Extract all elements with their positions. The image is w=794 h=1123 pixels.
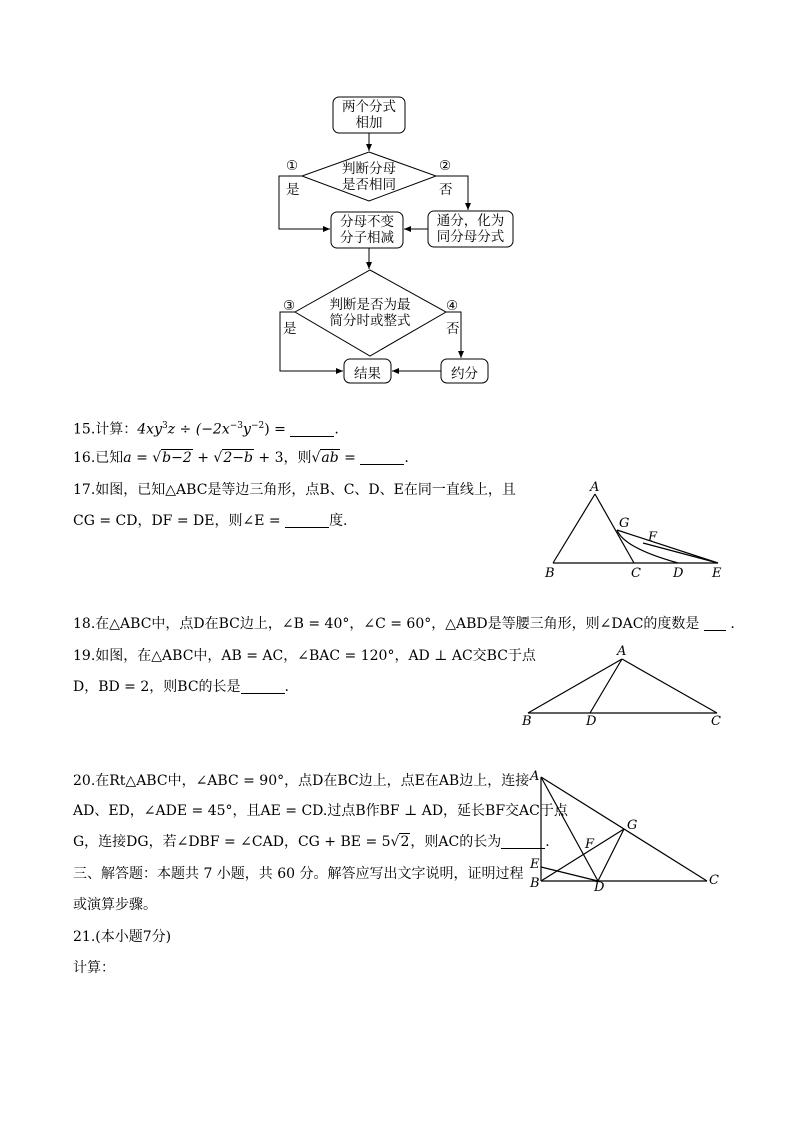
mark-1: ① [286,158,299,174]
decision-1-text: 判断分母 是否相同 [342,161,396,193]
q17-label-e: E [712,566,722,581]
question-20-line-1: 20.在Rt△ABC中，∠ABC = 90°，点D在BC边上，点E在AB边上，连接 [73,773,530,789]
subtract-box-text: 分母不变 分子相减 [340,214,394,246]
no-label-1: 否 [439,182,453,198]
q20-label-d: D [594,880,605,895]
reduce-box-text: 约分 [451,366,478,382]
q20-label-g: G [627,818,638,833]
flowchart [0,0,794,400]
question-20-line-3: G，连接DG，若∠DBF = ∠CAD，CG + BE = 5√2，则AC的长为 . [73,834,550,850]
q17-label-g: G [619,516,630,531]
start-box-text: 两个分式 相加 [342,99,396,131]
mark-3: ③ [283,298,296,314]
q17-label-f: F [648,530,658,545]
decision-2-text: 判断是否为最 简分时或整式 [329,297,411,329]
q19-label-c: C [711,714,721,729]
mark-4: ④ [446,298,459,314]
q20-label-a: A [530,769,540,784]
q17-label-b: B [545,566,555,581]
q19-label-b: B [522,714,532,729]
section-3-line-1: 三、解答题：本题共 7 小题，共 60 分。解答应写出文字说明，证明过程 [73,866,524,882]
q17-label-a: A [590,480,600,495]
q20-label-e: E [530,857,540,872]
answer-blank [241,679,285,694]
question-21-sub: 计算： [73,960,115,976]
question-19-line-1: 19.如图，在△ABC中，AB = AC，∠BAC = 120°，AD ⊥ AC交BC于点 [73,648,536,664]
answer-blank [285,513,329,528]
answer-blank [290,422,334,437]
answer-blank [704,616,726,631]
question-16: 16.已知a = √b−2 + √2−b + 3，则√ab = . [73,450,409,466]
q20-label-b: B [530,876,540,891]
question-20-line-2: AD、ED，∠ADE = 45°，且AE = CD.过点B作BF ⊥ AD，延长BF交AC于点 [73,803,568,819]
question-15: 15.计算：$4xy^3z \div (-2x^{-3}y^{-2})$ = . [73,421,339,438]
q19-label-a: A [617,644,627,659]
yes-label-1: 是 [286,182,300,198]
question-18: 18.在△ABC中，点D在BC边上，∠B = 40°，∠C = 60°，△ABD是等腰三角形，则∠DAC的度数是 . [73,616,735,632]
q17-label-d: D [673,566,684,581]
q19-label-d: D [586,714,597,729]
q20-label-f: F [585,837,595,852]
section-3-line-2: 或演算步骤。 [73,897,157,913]
no-label-2: 否 [446,321,460,337]
question-19-line-2: D，BD = 2，则BC的长是 . [73,679,289,695]
question-21-title: 21.(本小题7分) [73,929,172,945]
mark-2: ② [439,158,452,174]
question-17-line-2: CG = CD，DF = DE，则∠E = 度. [73,513,348,529]
answer-blank [360,450,404,465]
question-17-line-1: 17.如图，已知△ABC是等边三角形，点B、C、D、E在同一直线上，且 [73,482,516,498]
common-box-text: 通分，化为 同分母分式 [436,213,505,245]
result-box-text: 结果 [354,366,381,382]
q17-label-c: C [631,566,641,581]
q20-label-c: C [709,873,719,888]
yes-label-2: 是 [283,321,297,337]
